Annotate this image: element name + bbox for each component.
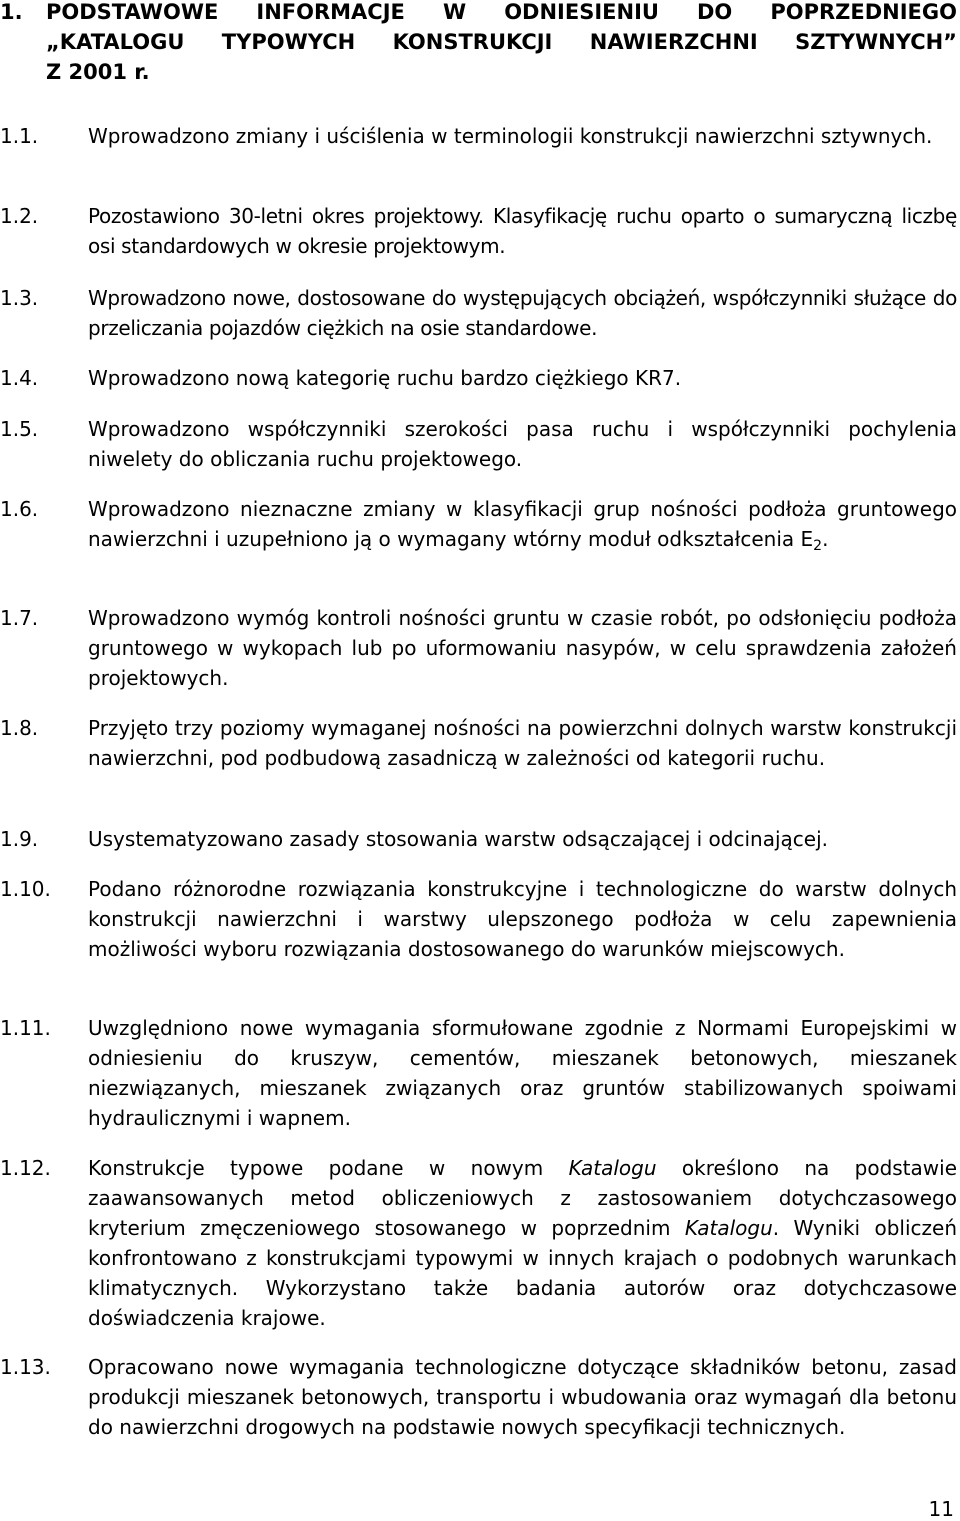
item-number: 1.12.: [0, 1156, 51, 1180]
item-number: 1.8.: [0, 716, 39, 740]
item-number: 1.1.: [0, 124, 39, 148]
item-text-part: określono na podstawie zaawansowanych metod obliczeniowych z zastosowaniem dotychczasowego kryterium zmęczeniowego stosowanego w poprzednim: [88, 1156, 957, 1240]
item-text: Wprowadzono nową kategorię ruchu bardzo ciężkiego KR7.: [88, 366, 682, 390]
item-text: Wprowadzono zmiany i uściślenia w terminologii konstrukcji nawierzchni sztywnych.: [88, 124, 933, 148]
item-text: Podano różnorodne rozwiązania konstrukcyjne i technologiczne do warstw dolnych konstrukcji nawierzchni i warstwy ulepszonego podłoża w celu zapewnienia możliwości wyboru rozwiązania dostosowanego do warunków miejscowych.: [88, 877, 957, 961]
italic-catalog-term: Katalogu: [684, 1216, 773, 1240]
section-title-line-1: PODSTAWOWE INFORMACJE W ODNIESIENIU DO POPRZEDNIEGO: [46, 0, 957, 24]
item-text-part: . Wyniki obliczeń konfrontowano z konstrukcjami typowymi w innych krajach o podobnych warunkach klimatycznych. Wykorzystano także badania autorów oraz dotychczasowe doświadczenia krajowe.: [88, 1216, 957, 1330]
section-number: 1.: [0, 0, 23, 24]
item-text: [88, 494, 957, 554]
item-text: Wprowadzono nowe, dostosowane do występujących obciążeń, współczynniki służące do przeliczania pojazdów ciężkich na osie standardowe.: [88, 286, 957, 340]
item-text: Przyjęto trzy poziomy wymaganej nośności na powierzchni dolnych warstw konstrukcji nawierzchni, pod podbudową zasadniczą w zależności od kategorii ruchu.: [88, 716, 957, 770]
item-text: Uwzględniono nowe wymagania sformułowane zgodnie z Normami Europejskimi w odniesieniu do kruszyw, cementów, mieszanek betonowych, mieszanek niezwiązanych, mieszanek związanych oraz gruntów stabilizowanych spoiwami hydraulicznymi i wapnem.: [88, 1016, 957, 1130]
item-number: 1.7.: [0, 606, 39, 630]
item-text: Pozostawiono 30-letni okres projektowy. Klasyfikację ruchu oparto o sumaryczną liczbę osi standardowych w okresie projektowym.: [88, 204, 957, 258]
item-number: 1.6.: [0, 497, 39, 521]
page-number: 11: [928, 1497, 954, 1521]
item-text-main: Wprowadzono nieznaczne zmiany w klasyfikacji grup nośności podłoża gruntowego nawierzchni i uzupełniono ją o wymagany wtórny moduł odkształcenia E: [88, 497, 957, 551]
item-number: 1.9.: [0, 827, 39, 851]
italic-catalog-term: Katalogu: [568, 1156, 657, 1180]
item-number: 1.10.: [0, 877, 51, 901]
item-number: 1.3.: [0, 286, 39, 310]
item-number: 1.13.: [0, 1355, 51, 1379]
item-number: 1.2.: [0, 204, 39, 228]
item-text-part: Konstrukcje typowe podane w nowym: [88, 1156, 569, 1180]
item-number: 1.11.: [0, 1016, 51, 1040]
item-text: Usystematyzowano zasady stosowania warstw odsączającej i odcinającej.: [88, 827, 828, 851]
item-text: Wprowadzono współczynniki szerokości pasa ruchu i współczynniki pochylenia niwelety do obliczania ruchu projektowego.: [88, 417, 957, 471]
item-text-end: .: [822, 527, 829, 551]
item-text: Opracowano nowe wymagania technologiczne dotyczące składników betonu, zasad produkcji mieszanek betonowych, transportu i wbudowania oraz wymagań dla betonu do nawierzchni drogowych na podstawie nowych specyfikacji technicznych.: [88, 1355, 957, 1439]
item-number: 1.5.: [0, 417, 39, 441]
subscript: 2: [813, 538, 823, 554]
section-title-line-3: Z 2001 r.: [46, 60, 150, 84]
section-title-line-2: „KATALOGU TYPOWYCH KONSTRUKCJI NAWIERZCHNI SZTYWNYCH”: [46, 30, 957, 54]
item-number: 1.4.: [0, 366, 39, 390]
item-text: [88, 1153, 957, 1333]
item-text: Wprowadzono wymóg kontroli nośności gruntu w czasie robót, po odsłonięciu podłoża gruntowego w wykopach lub po uformowaniu nasypów, w celu sprawdzenia założeń projektowych.: [88, 606, 957, 690]
